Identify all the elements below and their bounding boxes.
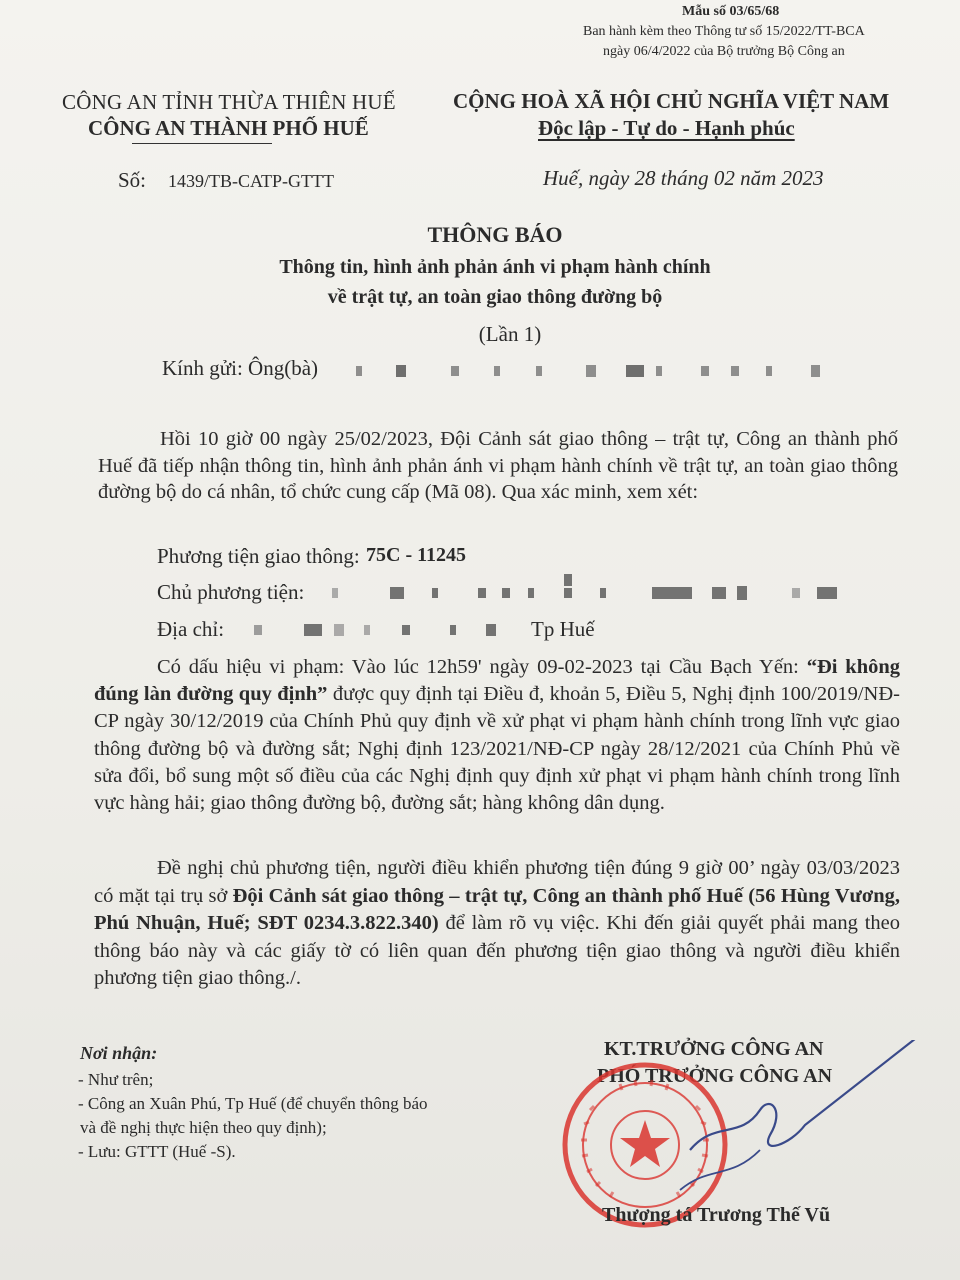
form-code: Mẫu số 03/65/68 xyxy=(682,4,780,19)
agency-underline xyxy=(132,143,272,144)
paragraph-intro: Hồi 10 giờ 00 ngày 25/02/2023, Đội Cảnh sát giao thông – trật tự, Công an thành phố Huế đã tiếp nhận thông tin, hình ảnh phản ánh vi phạm hành chính về trật tự, an toàn giao thông đường bộ do cá nhân, tổ chức cung cấp (Mã 08). Qua xác minh, xem xét: xyxy=(98,428,898,503)
signer-name: Thượng tá Trương Thế Vũ xyxy=(602,1204,831,1226)
recipients-item: - Công an Xuân Phú, Tp Huế (để chuyển thông báo xyxy=(78,1094,428,1113)
nation-title: CỘNG HOÀ XÃ HỘI CHỦ NGHĨA VIỆT NAM xyxy=(453,89,890,113)
vehicle-plate: 75C - 11245 xyxy=(366,544,466,566)
notice-round: (Lần 1) xyxy=(478,322,542,346)
redacted-recipient-name xyxy=(356,362,826,380)
recipients-item: - Lưu: GTTT (Huế -S). xyxy=(78,1142,236,1161)
signer-title-2: PHÓ TRƯỞNG CÔNG AN xyxy=(597,1065,833,1087)
recipient-label: Kính gửi: Ông(bà) xyxy=(162,356,319,380)
doc-number: 1439/TB-CATP-GTTT xyxy=(168,171,334,191)
violation-name: “Đi không đúng làn đường quy định” xyxy=(94,656,900,706)
doc-number-label: Số: xyxy=(118,168,147,192)
signer-title-1: KT.TRƯỞNG CÔNG AN xyxy=(604,1038,824,1060)
violation-lead: Có dấu hiệu vi phạm: Vào lúc 12h59' ngày 09-02-2023 tại Cầu Bạch Yến: xyxy=(157,656,807,678)
document-subtitle-2: về trật tự, an toàn giao thông đường bộ xyxy=(327,286,663,308)
redacted-owner-name xyxy=(332,574,852,604)
agency-parent: CÔNG AN TỈNH THỪA THIÊN HUẾ xyxy=(62,90,396,114)
paragraph-violation xyxy=(94,654,900,817)
address-city: Tp Huế xyxy=(531,617,595,641)
request-rest: để làm rõ vụ việc. Khi đến giải quyết phải mang theo thông báo này và các giấy tờ có liên quan đến phương tiện giao thông và người điều khiển phương tiện giao thông./. xyxy=(94,912,900,989)
recipients-item: và đề nghị thực hiện theo quy định); xyxy=(80,1118,327,1137)
violation-legal-basis: được quy định tại Điều đ, khoản 5, Điều 5, Nghị định 100/2019/NĐ-CP ngày 30/12/2019 của Chính Phủ quy định về xử phạt vi phạm hành chính trong lĩnh vực giao thông đường bộ và đường sắt; Nghị định 123/2021/NĐ-CP ngày 28/12/2021 của Chính Phủ về sửa đổi, bổ sung một số điều của các Nghị định quy định xử phạt vi phạm hành chính trong lĩnh vực hàng hải; giao thông đường bộ, đường sắt; hàng không dân dụng. xyxy=(94,683,900,815)
recipients-item: - Như trên; xyxy=(78,1070,154,1089)
vehicle-label: Phương tiện giao thông: xyxy=(157,544,360,568)
owner-label: Chủ phương tiện: xyxy=(157,580,305,604)
document-subtitle-1: Thông tin, hình ảnh phản ánh vi phạm hành chính xyxy=(279,256,711,278)
nation-motto: Độc lập - Tự do - Hạnh phúc xyxy=(538,116,795,140)
request-office: Đội Cảnh sát giao thông – trật tự, Công an thành phố Huế (56 Hùng Vương, Phú Nhuận, Huế; SĐT 0234.3.822.340) xyxy=(94,884,900,934)
address-label: Địa chỉ: xyxy=(157,617,225,641)
paragraph-request xyxy=(94,855,900,993)
place-date: Huế, ngày 28 tháng 02 năm 2023 xyxy=(543,166,824,190)
redacted-address xyxy=(254,620,524,640)
recipients-title: Nơi nhận: xyxy=(80,1043,158,1063)
form-issued-by: Ban hành kèm theo Thông tư số 15/2022/TT-BCA xyxy=(583,24,865,39)
document-title: THÔNG BÁO xyxy=(427,222,563,247)
agency-name: CÔNG AN THÀNH PHỐ HUẾ xyxy=(88,116,369,140)
request-lead: Đề nghị chủ phương tiện, người điều khiển phương tiện đúng 9 giờ 00’ ngày 03/03/2023 có mặt tại trụ sở xyxy=(94,857,900,907)
form-issued-date: ngày 06/4/2022 của Bộ trưởng Bộ Công an xyxy=(603,44,845,59)
